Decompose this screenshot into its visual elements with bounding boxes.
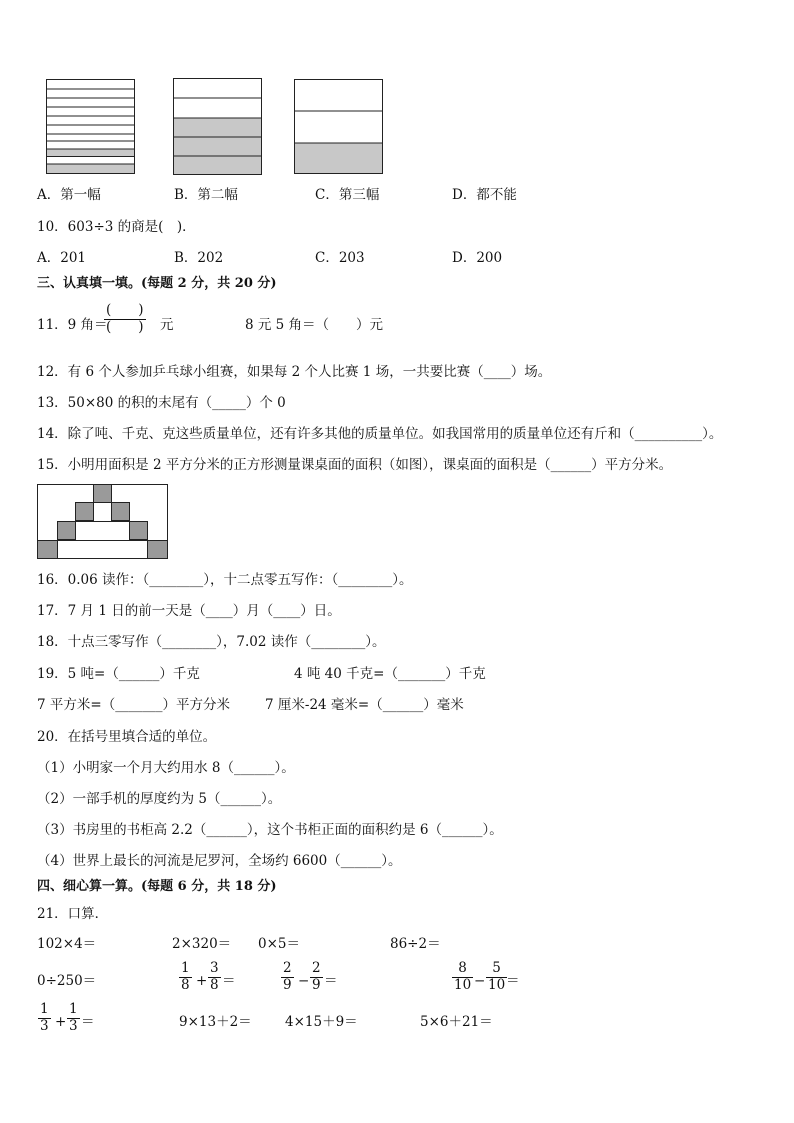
calc-8-frac-a: 8 10	[454, 960, 472, 993]
desk-staircase-figure	[37, 484, 169, 560]
q10-stem: 10．603÷3 的商是( )．	[37, 219, 196, 235]
q9-option-a[interactable]: A．第一幅	[37, 187, 101, 203]
calc-5[interactable]: 0÷250＝	[37, 973, 97, 989]
q15[interactable]: 15．小明用面积是 2 平方分米的正方形测量课桌面的面积（如图），课桌面的面积是（______）平方分米。	[37, 457, 673, 473]
q18[interactable]: 18．十点三零写作（________），7.02 读作（________）。	[37, 634, 386, 650]
q9-option-b[interactable]: B．第二幅	[174, 187, 238, 203]
calc-6-eq[interactable]: ＝	[222, 973, 236, 989]
q11-frac-den[interactable]: ( )	[106, 318, 144, 335]
q21-stem: 21．口算．	[37, 906, 109, 922]
q17[interactable]: 17．7 月 1 日的前一天是（____）月（____）日。	[37, 603, 341, 619]
q20-stem: 20．在括号里填合适的单位。	[37, 729, 217, 745]
q11-part2[interactable]: 8 元 5 角＝（ ）元	[245, 317, 384, 333]
q20-item-2[interactable]: （2）一部手机的厚度约为 5（______）。	[37, 791, 282, 807]
q9-option-c[interactable]: C．第三幅	[315, 187, 380, 203]
figure-third	[294, 79, 384, 175]
calc-8-frac-b: 5 10	[488, 960, 506, 993]
q11-frac-num[interactable]: ( )	[106, 302, 144, 318]
q10-option-c[interactable]: C．203	[315, 250, 365, 266]
calc-7-eq[interactable]: ＝	[324, 973, 338, 989]
calc-1[interactable]: 102×4＝	[37, 936, 97, 952]
q19-a[interactable]: 19．5 吨=（______）千克	[37, 666, 200, 682]
calc-6-frac-a: 1 8	[181, 960, 190, 993]
q20-item-4[interactable]: （4）世界上最长的河流是尼罗河，全场约 6600（______）。	[37, 853, 402, 869]
calc-8-op: −	[474, 973, 486, 989]
q12[interactable]: 12．有 6 个人参加乒乓球小组赛，如果每 2 个人比赛 1 场，一共要比赛（____）场。	[37, 364, 552, 380]
q20-item-1[interactable]: （1）小明家一个月大约用水 8（______）。	[37, 760, 295, 776]
calc-7-op: −	[298, 973, 310, 989]
q20-item-3[interactable]: （3）书房里的书柜高 2.2（______），这个书柜正面的面积约是 6（______）。	[37, 822, 503, 838]
section-3-title: 三、认真填一填。(每题 2 分，共 20 分)	[37, 276, 277, 291]
q16[interactable]: 16．0.06 读作：（________），十二点零五写作：（________）。	[37, 572, 413, 588]
calc-7-frac-a: 2 9	[283, 960, 292, 993]
calc-10[interactable]: 9×13＋2＝	[179, 1014, 252, 1030]
calc-9-frac-a: 1 3	[40, 1001, 49, 1034]
calc-3[interactable]: 0×5＝	[258, 936, 300, 952]
calc-2[interactable]: 2×320＝	[172, 936, 232, 952]
calc-11[interactable]: 4×15＋9＝	[285, 1014, 358, 1030]
q19-c[interactable]: 7 平方米=（_______）平方分米	[37, 697, 230, 713]
calc-4[interactable]: 86÷2＝	[390, 936, 441, 952]
q10-option-b[interactable]: B．202	[174, 250, 224, 266]
calc-7-frac-b: 2 9	[312, 960, 321, 993]
q11-suffix: 元	[160, 317, 174, 333]
q10-option-d[interactable]: D．200	[452, 250, 503, 266]
figure-first	[46, 79, 136, 175]
calc-9-frac-b: 1 3	[69, 1001, 78, 1034]
section-4-title: 四、细心算一算。(每题 6 分，共 18 分)	[37, 879, 277, 894]
calc-6-frac-b: 3 8	[210, 960, 219, 993]
q13[interactable]: 13．50×80 的积的末尾有（_____）个 0	[37, 395, 286, 411]
calc-9-op: +	[55, 1014, 67, 1030]
q14[interactable]: 14．除了吨、千克、克这些质量单位，还有许多其他的质量单位。如我国常用的质量单位还有斤和（__________）。	[37, 426, 723, 442]
figure-second	[173, 78, 263, 176]
calc-8-eq[interactable]: ＝	[506, 973, 520, 989]
q9-option-d[interactable]: D．都不能	[452, 187, 517, 203]
q19-b[interactable]: 4 吨 40 千克=（_______）千克	[294, 666, 486, 682]
q11-prefix: 11．9 角＝	[37, 317, 108, 333]
calc-12[interactable]: 5×6＋21＝	[420, 1014, 493, 1030]
calc-9-eq[interactable]: ＝	[81, 1014, 95, 1030]
q19-d[interactable]: 7 厘米-24 毫米=（______）毫米	[265, 697, 464, 713]
q11-fraction[interactable]	[104, 303, 146, 335]
calc-6-op: +	[196, 973, 208, 989]
q10-option-a[interactable]: A．201	[37, 250, 87, 266]
